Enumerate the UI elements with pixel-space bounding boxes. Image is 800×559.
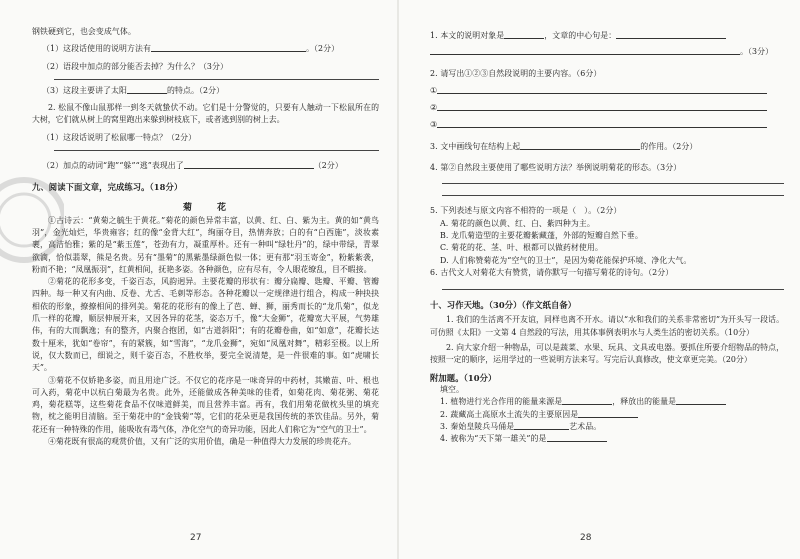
- page-number: 28: [580, 533, 592, 543]
- question-text-tail: 的特点。（2分）: [167, 85, 225, 95]
- page-number: 27: [190, 533, 202, 543]
- question-text: （1）这段话使用的说明方法有: [42, 44, 151, 54]
- answer-blank[interactable]: [562, 404, 612, 405]
- question-2-2: [32, 160, 385, 172]
- section-10-heading: 十、习作天地。（30分）（作文纸自备）: [430, 300, 577, 311]
- passage-2: 2. 松鼠不像山鼠那样一到冬天就蛰伏不动。它们是十分警觉的，只要有人触动一下松鼠所在的大树，它们就从树上的窝里跑出来躲到树枝底下，或者逃到别的树上去。: [32, 103, 379, 125]
- answer-blank[interactable]: [547, 441, 607, 442]
- left-page: [0, 0, 395, 559]
- question-2: 2. 请写出①②③自然段说明的主要内容。（6分）: [430, 68, 602, 78]
- question-1: [430, 30, 790, 42]
- question-text: （2）加点的动词“跑”“躲”“逃”表现出了: [42, 161, 184, 171]
- answer-blank[interactable]: [437, 127, 767, 128]
- writing-task-1: 1. 我们的生活离不开友谊，同样也离不开水。请以“水和我们的关系非常密切”为开头写一段话。可仿照《太阳》一文第 4 自然段的写法，用其体事例表明水与人类生活的密切关系。（10分）: [430, 315, 784, 337]
- question-text: 1. 植物进行光合作用的能量来源是: [440, 397, 563, 407]
- question-text: 2. 蔬藏高土高原水土流失的主要原因是: [440, 409, 579, 419]
- answer-blank[interactable]: [151, 51, 306, 52]
- option-a: A. 菊花的颜色以黄、红、白、紫四种为主。: [440, 218, 595, 228]
- answer-row-3: [430, 119, 790, 131]
- answer-blank[interactable]: [616, 38, 726, 39]
- answer-line[interactable]: [442, 289, 784, 290]
- option-c: C. 菊花的花、茎、叶、根都可以做药材使用。: [440, 243, 603, 253]
- option-d: D. 人们称赞菊花为“空气的卫士”，是因为菊花能保护环境、净化大气。: [440, 255, 692, 265]
- fill-2: [430, 409, 790, 421]
- question-1-2: （2）语段中加点的部分能否去掉？为什么？（3分）: [42, 61, 229, 71]
- answer-row-1: [430, 85, 790, 97]
- right-page: [400, 0, 800, 559]
- fill-heading: 填空。: [440, 384, 464, 394]
- question-3: [430, 141, 790, 153]
- marker-3: ③: [430, 120, 438, 130]
- article-paragraph-3: ③菊花不仅娇艳多姿，而且用途广泛。不仅它的花序是一味奇异的中药材，其嫩苗、叶、根也可入药，菊花中以杭白菊最为名贵。此外，还能做成各种美味的佳肴，如菊花肉、菊花粥、菊花鸡，菊花糕等，这些菊花食品不仅味道鲜美，而且营养丰富。再有，我们用菊花做枕头里的填充物，枕之能明目清脑。至于菊花中的“金钱菊”等，它们的花朵更是我国传统的茶饮佳品。另外，菊花还有一种特殊的作用，能吸收有毒气体，净化空气的奇异功能，因此人们称它为“空气的卫士”。: [32, 375, 379, 434]
- answer-line[interactable]: [442, 195, 784, 196]
- answer-line[interactable]: [442, 183, 784, 184]
- section-9-heading: 九、阅读下面文章，完成练习。（18分）: [32, 182, 183, 193]
- answer-blank[interactable]: [437, 93, 767, 94]
- marker-2: ②: [430, 103, 438, 113]
- answer-blank[interactable]: [504, 38, 544, 39]
- extra-heading: 附加题。（10分）: [430, 372, 497, 383]
- text-line: 钢铁硬到它，也会变成气体。: [32, 27, 136, 36]
- article-paragraph-2: ②菊花的花形多变，千姿百态，风韵迥异。主要花瓣的形状有：瓣分扁瓣、匙瓣、平瓣、管瓣四种。每一种又有内曲、反卷、尤舌、毛刺等形态。各种花瓣以一定规律进行组合，构成一种抉抉相依的形象，撩撩相间的排列美。菊花的花形有的像上了芭、蝉、狮，丽秀而长的“龙爪菊”，似龙爪一样的花瓣，顺层伸展开来，又因各异的花茎，姿态万千，像“大金狮”，花瓣宽大平展，气势雄伟，有的大而飘逸；有的整齐，内聚合抱团，如“古道斜阳”；有的花瓣卷曲，如“如意”，花瓣长达数十厘米，犹如“卷帘”，有的紧簇，如“雪海”，“龙爪金狮”，宛如“凤凰对舞”，精彩至极。以上所说，仅大数而已，细说之，则千姿百态，不胜枚举，要完全说清楚，是一件很难的事。如“虎啸长天”。: [32, 277, 379, 373]
- fill-4: [430, 433, 790, 445]
- question-text: 3. 秦始皇陵兵马俑是: [440, 421, 515, 431]
- score-label: 。（3分）: [740, 47, 774, 57]
- question-text: 艺术品。: [569, 421, 602, 431]
- question-text: 1. 本文的说明对象是: [430, 31, 505, 40]
- question-text: 的作用。（2分）: [640, 141, 698, 151]
- score-label: （2分）: [313, 161, 343, 171]
- question-1-cont: [430, 46, 790, 58]
- answer-blank[interactable]: [127, 93, 167, 94]
- question-2-1: （1）这段话说明了松鼠哪一特点？（2分）: [42, 132, 197, 142]
- page-gutter: [397, 0, 399, 559]
- question-1-1: [32, 43, 385, 55]
- marker-1: ①: [430, 85, 438, 95]
- article-paragraph-1: ①古诗云：“黄菊之毓生于黄花。”菊花的颜色异常丰富，以黄、红、白、紫为主。黄的如“黄鸟羽”，金光灿烂，华贵雍容；红的像“金背大红”，绚丽夺目，热情奔放；白的有“白西施”，淡妆素裹，高洁怡雅；紫的是“紫玉莲”，苍劲有力，凝重厚朴。还有一种叫“绿牡丹”的，绿中带绿，青翠欲滴，恰似翡翠，熊是名贵。另有“墨菊”的黑紫墨绿颜色似一体；更有那“羽玉寄金”，粉紫紫袭，粉而不艳；“凤凰振羽”，红黄相间，抚艳多姿。各种颜色，应有尽有，令人眼花缭乱，目不暇接。: [32, 215, 379, 274]
- score-label: 。（2分）: [306, 44, 340, 54]
- answer-row-2: [430, 102, 790, 114]
- question-text: （3）这段主要讲了太阳: [42, 85, 128, 95]
- answer-blank[interactable]: [578, 417, 638, 418]
- question-text: ，文章的中心句是：: [544, 31, 617, 40]
- question-4: 4. 第②自然段主要使用了哪些说明方法？举例说明菊花的形态。（3分）: [430, 163, 682, 173]
- writing-task-2: 2. 向大家介绍一种物品，可以是蔬菜、水果、玩具、文具或电器。要抓住所要介绍物品的特点，按照一定的顺序，运用学过的一些说明方法来写。写完后认真修改，使文章更完美。（20分）: [430, 343, 784, 365]
- question-1-3: [32, 85, 385, 97]
- answer-blank[interactable]: [676, 404, 726, 405]
- question-5: 5. 下列表述与原文内容不相符的一项是（ ）。（2分）: [430, 206, 622, 216]
- article-title: 菊 花: [182, 202, 234, 213]
- answer-blank[interactable]: [520, 149, 640, 150]
- fill-3: [430, 421, 790, 433]
- answer-blank[interactable]: [514, 429, 569, 430]
- question-6: 6. 古代文人对菊花大有赞赏，请你默写一句描写菊花的诗句。（2分）: [430, 267, 674, 277]
- fill-1: [430, 396, 790, 408]
- answer-line[interactable]: [54, 79, 379, 80]
- option-b: B. 龙爪菊造型的主要花瓣紫藏蓬，外部的短瓣自然下垂。: [440, 230, 643, 240]
- question-text: 4. 被称为“天下第一雄关”的是: [440, 434, 547, 444]
- watermark-stamp: [0, 160, 64, 280]
- answer-blank[interactable]: [430, 54, 740, 55]
- answer-line[interactable]: [54, 150, 379, 151]
- answer-blank[interactable]: [184, 168, 314, 169]
- answer-blank[interactable]: [437, 110, 767, 111]
- question-text: 3. 文中画线句在结构上起: [430, 141, 521, 151]
- article-paragraph-4: ④菊花既有很高的观赏价值，又有广泛的实用价值，确是一种值得大力发展的珍贵花卉。: [48, 437, 356, 447]
- question-text: ，释放出的能量是: [612, 397, 677, 407]
